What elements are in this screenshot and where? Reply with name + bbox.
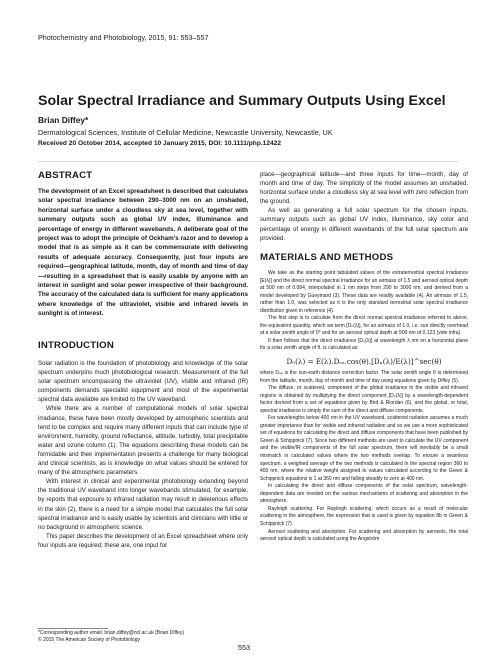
abstract-heading: ABSTRACT xyxy=(38,170,93,181)
intro-paragraph: Solar radiation is the foundation of photobiology and knowledge of the solar spectrum underpins much photobiological research. Measurement of the full solar spectrum encompassing the ultraviolet (UV), visible and infrared (IR) components demands specialist equipment and most of the experimental spectral data available are limited to the UV waveband. xyxy=(38,360,248,404)
introduction-heading: INTRODUCTION xyxy=(38,340,114,351)
affiliation: Dermatological Sciences, Institute of Cellular Medicine, Newcastle University, Newcastle, UK xyxy=(38,128,333,137)
methods-paragraph: In calculating the direct and diffuse components of the solar spectrum, wavelength-dependent data are needed on the various mechanisms of scattering and absorption in the atmosphere. xyxy=(260,483,468,505)
right-column-intro xyxy=(260,170,468,243)
methods-section xyxy=(260,252,468,544)
intro-continued-paragraph: As well as generating a full solar spectrum for the chosen inputs, summary outputs such as global UV index, illuminance, sky color and percentage of energy in different wavebands of the full solar spectrum are provided. xyxy=(260,207,468,242)
methods-paragraph: Rayleigh scattering. For Rayleigh scattering, which occurs as a result of molecular scattering in the atmosphere, the expression that is used is given by equation 8b in Green & Schippnick (7). xyxy=(260,505,468,527)
author-name: Brian Diffey* xyxy=(38,115,89,125)
introduction-section xyxy=(38,340,248,550)
intro-paragraph: With interest in clinical and experimental photobiology extending beyond the traditional UV waveband into longer wavebands stimulated, for example, by reports that exposure to infrared radiation may result in deleterious effects in the skin (2), there is a need for a simple model that calculates the full solar spectral irradiance and is easily usable by scientists and clinicians with little or no background in atmospheric science. xyxy=(38,478,248,531)
methods-paragraph: Aerosol scattering and absorption. For scattering and absorption by aerosols, the total aerosol optical depth is calculated using the Angström xyxy=(260,528,468,543)
methods-heading: MATERIALS AND METHODS xyxy=(260,252,394,263)
intro-paragraph: This paper describes the development of an Excel spreadsheet where only four inputs are required; these are, one input for xyxy=(38,532,248,549)
footnote-divider xyxy=(38,628,108,629)
copyright-note: © 2015 The American Society of Photobiology xyxy=(38,637,140,643)
methods-paragraph: It then follows that the direct irradiance [D₀(λ)] at wavelength λ nm on a horizontal plane for a solar zenith angle of θ, is calculated as: xyxy=(260,337,468,352)
equation: D₀(λ) = E(λ).Dₛₑ.cos(θ).[Dₙ(λ)/E(λ)]^sec(θ) xyxy=(286,357,442,367)
abstract-section xyxy=(38,170,248,319)
abstract-text: The development of an Excel spreadsheet is described that calculates solar spectral irradiance between 290–3000 nm on an unshaded, horizontal surface under a cloudless sky at sea level, together with summary outputs such as global UV index, illuminance and percentage of energy in different wavebands. A deliberate goal of the project was to adopt the principle of Ockham’s razor and to develop a model that is as simple as it can be commensurate with delivering results of adequate accuracy. Consequently, just four inputs are required—geographical latitude, month, day of month and time of day—resulting in a spreadsheet that is easily usable by anyone with an interest in sunlight and solar power irrespective of their background. The accuracy of the calculated data is sufficient for many applications where knowledge of the ultraviolet, visible and infrared levels in sunlight is of interest. xyxy=(38,188,248,318)
methods-paragraph: where Dₛₑ is the sun-earth distance correction factor. The solar zenith angle θ is determined from the latitude, month, day of month and time of day using equations given by Diffey (5). xyxy=(260,370,468,384)
methods-paragraph: The first step is to calculate from the direct normal spectral irradiance referred to above, the equivalent quantity, which we term [Dₙ(λ)], for an airmass of 1.0, i.e. sun directly overhead at a solar zenith angle of 0° and for an aerosol optical depth at 500 nm of 0.123 (vide infra). xyxy=(260,315,468,337)
intro-paragraph: While there are a number of computational models of solar spectral irradiance, these have been mostly developed by atmospheric scientists and tend to be complex and require many different inputs that can include type of environment, humidity, ground reflectance, altitude, turbidity, total precipitable water and ozone column (1). The equations describing these models can be formidable and their implementation presents a challenge for many biological and clinical scientists, as is knowledge on what values should be entered for many of the atmospheric parameters. xyxy=(38,405,248,477)
journal-header: Photochemistry and Photobiology, 2015, 91: 553–557 xyxy=(38,33,209,42)
corresponding-author-note: *Corresponding author email: brian.diffey@ncl.ac.uk (Brian Diffey) xyxy=(38,630,185,636)
methods-paragraph: The diffuse, or scattered, component of the global irradiance in the visible and infrared regions is obtained by multiplying the direct component [D₀(λ)] by a wavelength-dependent factor derived from a set of equations given by Bird & Riordan (6), and the global, or total, spectral irradiance is simply the sum of the direct and diffuse components. xyxy=(260,385,468,414)
methods-paragraph: We take as the starting point tabulated values of the extraterrestrial spectral irradiance [E(λ)] and the direct normal spectral irradiance for an airmass of 1.5 and aerosol optical depth at 500 nm of 0.084, interpolated in 1 nm steps from 290 to 3000 nm, and derived from a model developed by Gueymard (3). These data are readily available (4). An airmass of 1.5, rather than 1.0, was selected as it is the only standard terrestrial solar spectral irradiance distribution given in reference (4). xyxy=(260,270,468,314)
methods-paragraph: For wavelengths below 400 nm in the UV waveband, scattered radiation assumes a much greater importance than for visible and infrared radiation and so we use a more sophisticated set of equations for calculating the direct and diffuse components that have been published by Green & Schippnick (7). Since two different methods are used to calculate the UV component and the visible/IR components of the full solar spectrum, there will inevitably be a small mismatch in calculated values where the two methods overlap. To ensure a seamless spectrum, a weighted average of the two methods is calculated in the spectral region 360 to 400 nm, where the relative weight assigned to values calculated according to the Green & Schippnick equations is 1 at 360 nm and falling steadily to zero at 400 nm. xyxy=(260,415,468,482)
article-title: Solar Spectral Irradiance and Summary Outputs Using Excel xyxy=(38,93,446,109)
received-line: Received 20 October 2014, accepted 10 January 2015, DOI: 10.1111/php.12422 xyxy=(38,140,282,147)
intro-continued-paragraph: place—geographical latitude—and three inputs for time—month, day of month and time of day. The simplicity of the model assumes an unshaded, horizontal surface under a cloudless sky at sea level with zero reflection from the ground. xyxy=(260,171,468,206)
page-number: 553 xyxy=(238,643,250,652)
header-divider xyxy=(38,161,458,162)
